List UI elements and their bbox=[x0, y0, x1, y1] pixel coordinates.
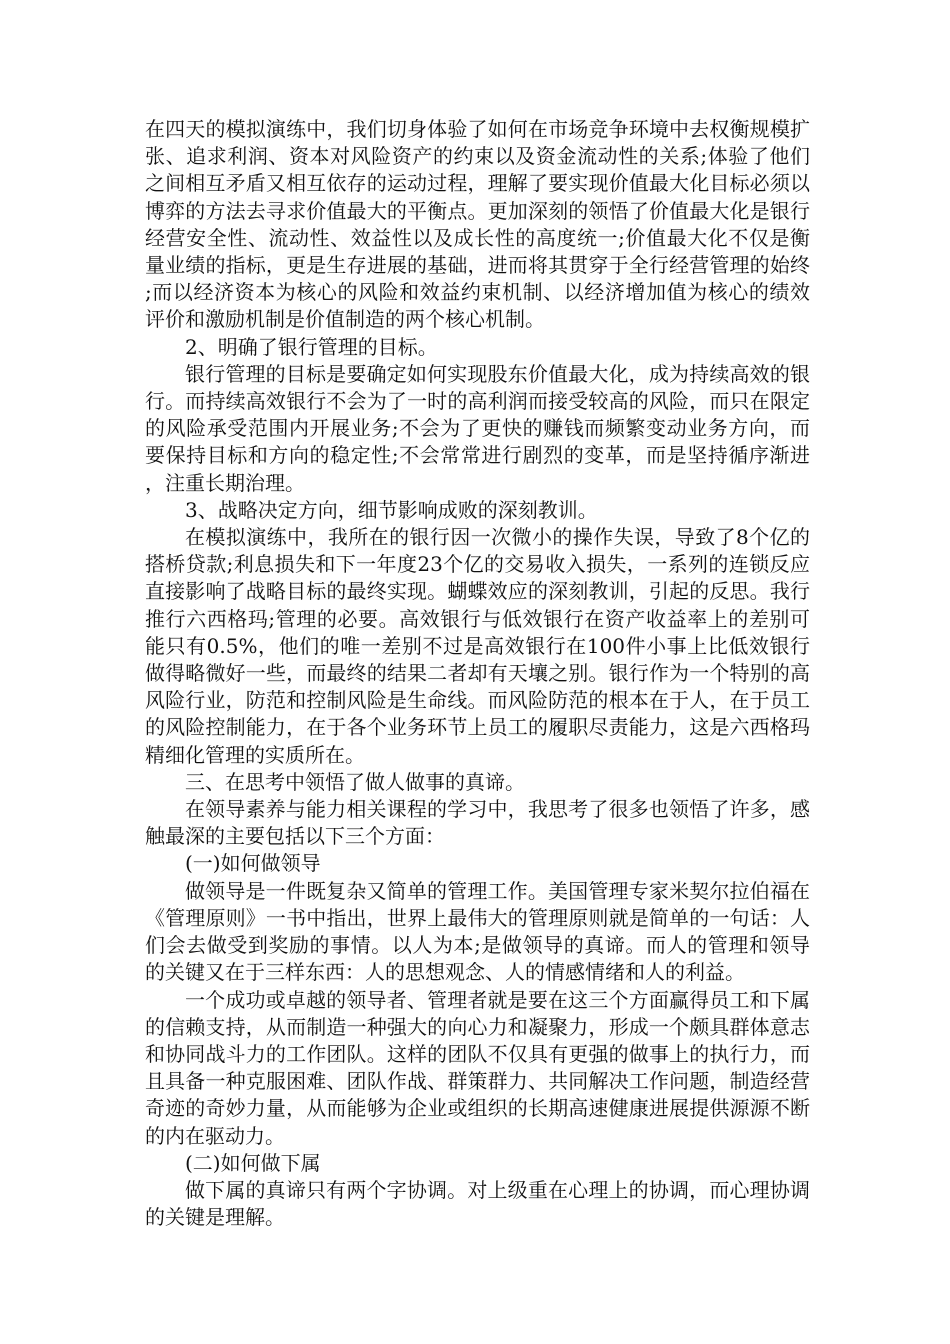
body-paragraph: 一个成功或卓越的领导者、管理者就是要在这三个方面赢得员工和下属的信赖支持，从而制造一种强大的向心力和凝聚力，形成一个颇具群体意志和协同战斗力的工作团队。这样的团队不仅具有更强的做事上的执行力，而且具备一种克服困难、团队作战、群策群力、共同解决工作问题，制造经营奇迹的奇妙力量，从而能够为企业或组织的长期高速健康进展提供源源不断的内在驱动力。 bbox=[145, 987, 810, 1148]
body-paragraph: 在四天的模拟演练中，我们切身体验了如何在市场竞争环境中去权衡规模扩张、追求利润、资本对风险资产的约束以及资金流动性的关系;体验了他们之间相互矛盾又相互依存的运动过程，理解了要实现价值最大化目标必须以博弈的方法去寻求价值最大的平衡点。更加深刻的领悟了价值最大化是银行经营安全性、流动性、效益性以及成长性的高度统一;价值最大化不仅是衡量业绩的指标，更是生存进展的基础，进而将其贯穿于全行经营管理的始终;而以经济资本为核心的风险和效益约束机制、以经济增加值为核心的绩效评价和激励机制是价值制造的两个核心机制。 bbox=[145, 117, 810, 332]
section-heading: 三、在思考中领悟了做人做事的真谛。 bbox=[185, 769, 525, 794]
body-paragraph: 在领导素养与能力相关课程的学习中，我思考了很多也领悟了许多，感触最深的主要包括以下三个方面： bbox=[145, 797, 810, 849]
section-heading: 3、战略决定方向，细节影响成败的深刻教训。 bbox=[185, 497, 598, 522]
subsection-heading: (一)如何做领导 bbox=[185, 851, 321, 876]
body-paragraph: 做领导是一件既复杂又简单的管理工作。美国管理专家米契尔拉伯福在《管理原则》一书中指出，世界上最伟大的管理原则就是简单的一句话：人们会去做受到奖励的事情。以人为本;是做领导的真谛。而人的管理和领导的关键又在于三样东西：人的思想观念、人的情感情绪和人的利益。 bbox=[145, 878, 810, 985]
section-heading: 2、明确了银行管理的目标。 bbox=[185, 334, 438, 359]
document-page bbox=[145, 116, 810, 1231]
subsection-heading: (二)如何做下属 bbox=[185, 1150, 321, 1175]
body-paragraph: 做下属的真谛只有两个字协调。对上级重在心理上的协调，而心理协调的关键是理解。 bbox=[145, 1177, 810, 1230]
body-paragraph: 银行管理的目标是要确定如何实现股东价值最大化，成为持续高效的银行。而持续高效银行不会为了一时的高利润而接受较高的风险，而只在限定的风险承受范围内开展业务;不会为了更快的赚钱而频繁变动业务方向，而要保持目标和方向的稳定性;不会常常进行剧烈的变革，而是坚持循序渐进，注重长期治理。 bbox=[145, 361, 810, 495]
body-paragraph: 在模拟演练中，我所在的银行因一次微小的操作失误，导致了8个亿的搭桥贷款;利息损失和下一年度23个亿的交易收入损失，一系列的连锁反应直接影响了战略目标的最终实现。蝴蝶效应的深刻教训，引起的反思。我行推行六西格玛;管理的必要。高效银行与低效银行在资产收益率上的差别可能只有0.5%，他们的唯一差别不过是高效银行在100件小事上比低效银行做得略微好一些，而最终的结果二者却有天壤之别。银行作为一个特别的高风险行业，防范和控制风险是生命线。而风险防范的根本在于人，在于员工的风险控制能力，在于各个业务环节上员工的履职尽责能力，这是六西格玛精细化管理的实质所在。 bbox=[145, 525, 810, 767]
